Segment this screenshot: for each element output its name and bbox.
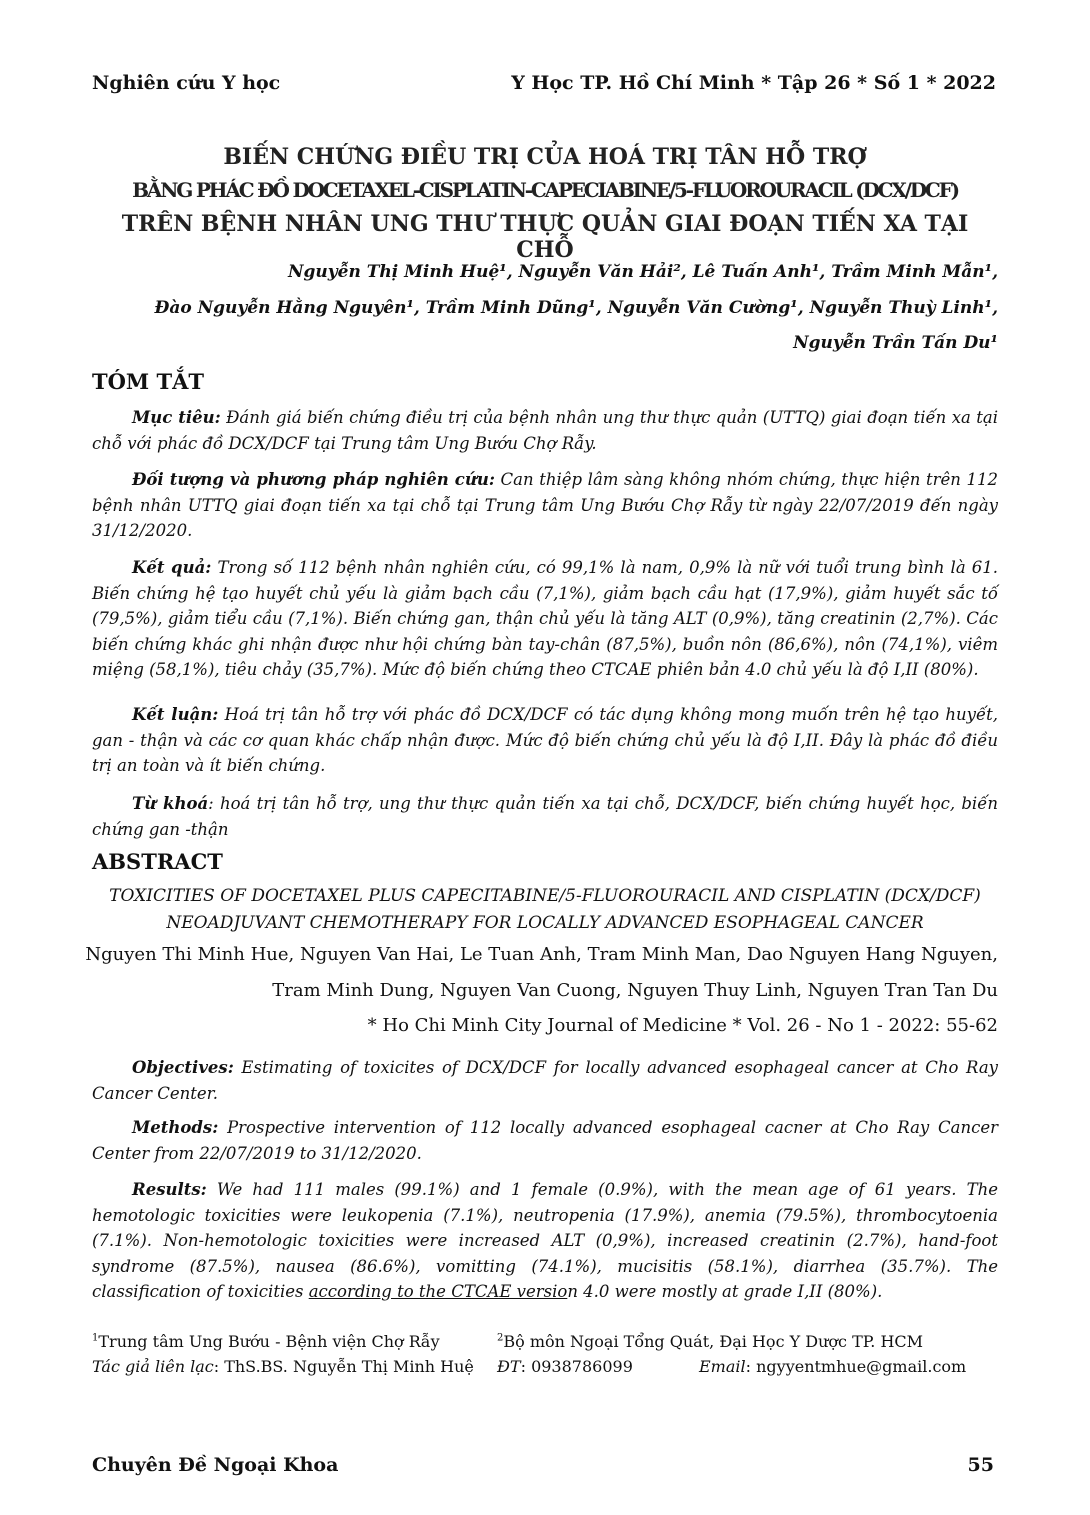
abstract-results [92,1177,998,1305]
en-results-tail: n 4.0 were mostly at grade I,II (80%). [567,1282,883,1301]
author-list-line-1: Nguyễn Thị Minh Huệ¹, Nguyễn Văn Hải², Lê Tuấn Anh¹, Trầm Minh Mẫn¹, [287,262,998,282]
english-authors-line-1: Nguyen Thi Minh Hue, Nguyen Van Hai, Le Tuan Anh, Tram Minh Man, Dao Nguyen Hang Nguyen, [85,944,998,965]
corresponding-author [92,1357,474,1376]
objectives-label: Objectives: [132,1058,234,1077]
summary-keywords [92,791,998,842]
en-results-text: We had 111 males (99.1%) and 1 female (0.9%), with the mean age of 61 years. The hemotologic toxicities were leukopenia (7.1%), neutropenia (17.9%), anemia (79.5%), thrombocytoenia (7.1%). Non-hemotologic toxicities were increased ALT (0,9%), increased creatinin (2.7%), hand-foot syndrome (87.5%), nausea (86.6%), vomitting (74.1%), mucisitis (58.1%), diarrhea (35.7%). The classification of toxicities [92,1180,998,1301]
objective-text: Đánh giá biến chứng điều trị của bệnh nhân ung thư thực quản (UTTQ) giai đoạn tiến xa tại chỗ với phác đồ DCX/DCF tại Trung tâm Ung Bướu Chợ Rẫy. [92,408,998,453]
author-list-line-2: Đào Nguyễn Hằng Nguyên¹, Trầm Minh Dũng¹, Nguyễn Văn Cường¹, Nguyễn Thuỳ Linh¹, [154,298,998,318]
summary-heading: TÓM TẮT [92,369,205,394]
abstract-heading: ABSTRACT [92,849,223,874]
page-number: 55 [967,1454,994,1476]
contact-label: Tác giả liên lạc [92,1357,214,1376]
article-title-line-3: TRÊN BỆNH NHÂN UNG THƯ THỰC QUẢN GIAI ĐOẠN TIẾN XA TẠI CHỖ [121,211,969,263]
english-authors-line-2: Tram Minh Dung, Nguyen Van Cuong, Nguyen Thuy Linh, Nguyen Tran Tan Du [272,980,998,1001]
summary-conclusion [92,702,998,779]
affiliation-2 [497,1332,923,1351]
results-text: Trong số 112 bệnh nhân nghiên cứu, có 99,1% là nam, 0,9% là nữ với tuổi trung bình là 61. Biến chứng hệ tạo huyết chủ yếu là giảm bạch cầu (7,1%), giảm bạch cầu hạt (17,9%), giảm huyết sắc tố (79,5%), giảm tiểu cầu (7,1%). Biến chứng gan, thận chủ yếu là tăng ALT (0,9%), tăng creatinin (2,7%). Các biến chứng khác ghi nhận được như hội chứng bàn tay-chân (87,5%), buồn nôn (86,6%), nôn (74,1%), viêm miệng (58,1%), tiêu chảy (35,7%). Mức độ biến chứng theo CTCAE phiên bản 4.0 chủ yếu là độ I,II (80%). [92,558,998,679]
english-title-line-1: TOXICITIES OF DOCETAXEL PLUS CAPECITABINE/5-FLUOROURACIL AND CISPLATIN (DCX/DCF) [109,886,981,906]
affiliation-2-marker: 2 [497,1332,504,1344]
objective-label: Mục tiêu: [132,408,221,427]
keywords-label: Từ khoá [132,794,209,813]
results-label: Kết quả: [132,558,212,577]
conclusion-label: Kết luận: [132,705,219,724]
keywords-text: : hoá trị tân hỗ trợ, ung thư thực quản tiến xa tại chỗ, DCX/DCF, biến chứng huyết học, biến chứng gan -thận [92,794,998,839]
running-header-right: Y Học TP. Hồ Chí Minh * Tập 26 * Số 1 * 2022 [511,72,996,94]
en-results-underlined: according to the CTCAE versio [308,1282,568,1301]
contact-value: : ThS.BS. Nguyễn Thị Minh Huệ [213,1357,474,1376]
contact-phone [497,1357,633,1376]
journal-citation: * Ho Chi Minh City Journal of Medicine * Vol. 26 - No 1 - 2022: 55-62 [367,1015,998,1036]
summary-results [92,555,998,683]
en-methods-text: Prospective intervention of 112 locally advanced esophageal cacner at Cho Ray Cancer Center from 22/07/2019 to 31/12/2020. [92,1118,998,1163]
running-footer-left: Chuyên Đề Ngoại Khoa [92,1454,339,1476]
affiliation-2-text: Bộ môn Ngoại Tổng Quát, Đại Học Y Dược TP. HCM [503,1332,924,1351]
summary-methods [92,467,998,544]
conclusion-text: Hoá trị tân hỗ trợ với phác đồ DCX/DCF có tác dụng không mong muốn trên hệ tạo huyết, gan - thận và các cơ quan khác chấp nhận được. Mức độ biến chứng chủ yếu là độ I,II. Đây là phác đồ điều trị an toàn và ít biến chứng. [92,705,998,775]
phone-label: ĐT [497,1357,521,1376]
affiliation-1-marker: 1 [92,1332,99,1344]
en-results-label: Results: [132,1180,207,1199]
objectives-text: Estimating of toxicites of DCX/DCF for locally advanced esophageal cancer at Cho Ray Cancer Center. [92,1058,998,1103]
article-title-line-1: BIẾN CHỨNG ĐIỀU TRỊ CỦA HOÁ TRỊ TÂN HỖ TRỢ [223,144,867,170]
methods-text: Can thiệp lâm sàng không nhóm chứng, thực hiện trên 112 bệnh nhân UTTQ giai đoạn tiến xa tại chỗ tại Trung tâm Ung Bướu Chợ Rẫy từ ngày 22/07/2019 đến ngày 31/12/2020. [92,470,998,540]
en-methods-label: Methods: [132,1118,219,1137]
methods-label: Đối tượng và phương pháp nghiên cứu: [132,470,495,489]
affiliation-1-text: Trung tâm Ung Bướu - Bệnh viện Chợ Rẫy [98,1332,440,1351]
contact-email [699,1357,966,1376]
abstract-objectives [92,1055,998,1106]
article-title-line-2: BẰNG PHÁC ĐỒ DOCETAXEL-CISPLATIN-CAPECIABINE/5-FLUOROURACIL (DCX/DCF) [132,178,958,202]
abstract-methods [92,1115,998,1166]
summary-objective [92,405,998,456]
affiliation-1 [92,1332,440,1351]
running-header-left: Nghiên cứu Y học [92,72,281,94]
email-label: Email [699,1357,746,1376]
english-title [92,883,998,937]
author-list-line-3: Nguyễn Trần Tấn Du¹ [793,333,998,353]
email-value: : ngyyentmhue@gmail.com [745,1357,967,1376]
english-title-line-2: NEOADJUVANT CHEMOTHERAPY FOR LOCALLY ADVANCED ESOPHAGEAL CANCER [166,913,924,933]
phone-value: : 0938786099 [520,1357,633,1376]
